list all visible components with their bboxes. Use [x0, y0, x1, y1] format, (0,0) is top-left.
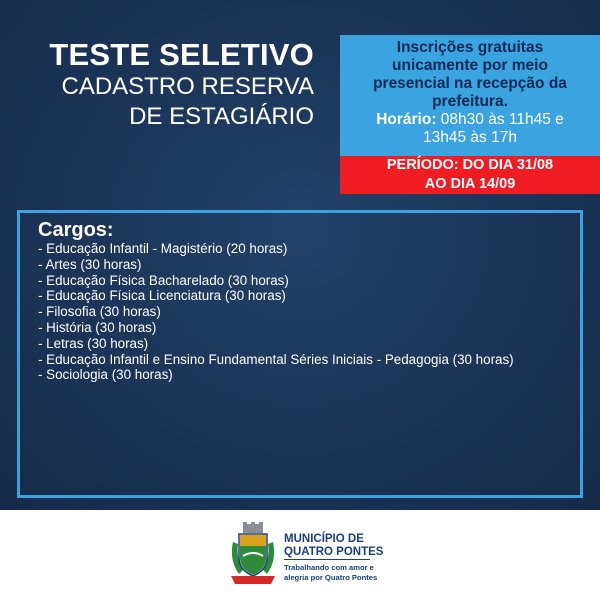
title-subtitle-line1: CADASTRO RESERVA — [61, 73, 314, 100]
position-item: - Educação Infantil e Ensino Fundamental Séries Iniciais - Pedagogia (30 horas) — [38, 351, 514, 367]
hours-text — [340, 111, 600, 147]
registration-text — [340, 35, 600, 111]
position-item: - Sociologia (30 horas) — [38, 367, 173, 383]
registration-info-box — [340, 35, 600, 156]
period-bar-start: PERÍODO: DO DIA 31/08 — [340, 156, 600, 175]
hours-value: 08h30 às 11h45 e — [436, 111, 564, 128]
hours-line: 13h45 às 17h — [423, 129, 517, 146]
position-item: - Letras (30 horas) — [38, 335, 149, 351]
municipality-name — [284, 533, 383, 559]
position-item: - História (30 horas) — [38, 319, 157, 335]
tagline-line: Trabalhando com amor e — [284, 563, 374, 572]
positions-list — [38, 241, 514, 383]
title-main: TESTE SELETIVO — [49, 37, 314, 72]
period-bar-end: AO DIA 14/09 — [340, 175, 600, 194]
position-item: - Filosofia (30 horas) — [38, 304, 161, 320]
tagline-line: alegria por Quatro Pontes — [284, 572, 378, 582]
municipality-name-line: QUATRO PONTES — [284, 546, 384, 558]
position-item: - Artes (30 horas) — [38, 256, 142, 272]
hours-line — [340, 111, 600, 129]
hours-label: Horário: — [376, 111, 437, 128]
municipality-tagline — [284, 563, 377, 582]
registration-line: presencial na recepção da — [373, 75, 567, 92]
title-subtitle-line2: DE ESTAGIÁRIO — [129, 103, 314, 130]
municipality-name-line: MUNICÍPIO DE — [284, 533, 364, 545]
divider — [284, 559, 370, 560]
municipal-coat-of-arms-icon — [229, 522, 277, 588]
positions-box — [17, 210, 583, 498]
footer — [0, 510, 600, 600]
registration-line: Inscrições gratuitas — [396, 39, 544, 56]
registration-line: unicamente por meio — [392, 57, 548, 74]
position-item: - Educação Física Bacharelado (30 horas) — [38, 272, 289, 288]
poster-title — [20, 38, 314, 132]
registration-line: prefeitura. — [432, 93, 508, 110]
position-item: - Educação Física Licenciatura (30 horas) — [38, 288, 286, 304]
positions-title: Cargos: — [38, 219, 114, 241]
position-item: - Educação Infantil - Magistério (20 horas) — [38, 241, 288, 256]
